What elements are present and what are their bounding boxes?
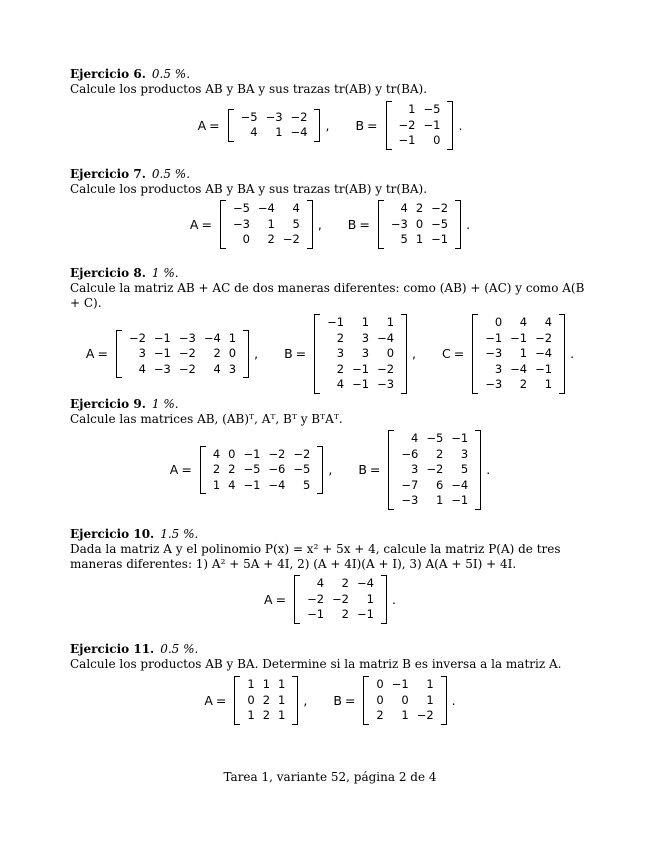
- matrix-row-entries: [303, 592, 378, 608]
- matrix-entry: −2: [398, 117, 416, 132]
- matrix-row-entries: [323, 377, 398, 393]
- matrix-table: [397, 431, 472, 509]
- matrix-entry: 2: [341, 576, 349, 590]
- exercise-header: [70, 167, 590, 182]
- matrix-table: [481, 315, 556, 393]
- exercise-header: [70, 266, 590, 281]
- matrix-entry: 1: [267, 216, 275, 231]
- right-bracket: [475, 430, 481, 510]
- matrix-entry: −4: [451, 477, 469, 492]
- matrix-row: [70, 200, 590, 249]
- matrix-entry: 0: [376, 677, 384, 691]
- exercise-10: [70, 527, 590, 624]
- exercise-statement: Dada la matriz A y el polinomio P(x) = x² + 5x + 4, calcule la matriz P(A) de tres maneras diferentes: 1) A² + 5A + 4I, 2) (A + 4I)(A + I), 3) A(A + 5I) + 4I.: [70, 542, 561, 571]
- matrix-entry: 5: [303, 477, 311, 492]
- matrix-entry: 4: [400, 201, 408, 215]
- exercise-title: Ejercicio 6.: [70, 67, 146, 81]
- matrix-entry: −4: [257, 201, 275, 215]
- matrix: [116, 330, 249, 379]
- exercise-title: Ejercicio 8.: [70, 266, 146, 280]
- exercise-9: [70, 397, 590, 510]
- matrix-entry: −1: [243, 446, 261, 461]
- matrix-entry: −2: [377, 361, 395, 376]
- matrix-entry: 3: [361, 330, 370, 345]
- matrix-entry: 1: [278, 677, 286, 691]
- exercise-statement: Calcule los productos AB y BA y sus trazas tr(AB) y tr(BA).: [70, 82, 428, 96]
- right-bracket: [381, 575, 387, 624]
- matrix-table: [395, 102, 445, 149]
- matrix-entry: −4: [357, 576, 374, 590]
- matrix-entry: 3: [228, 361, 237, 376]
- matrix-entry: 4: [250, 125, 258, 140]
- equals-sign: =: [453, 346, 465, 362]
- matrix-entry: 2: [435, 446, 444, 461]
- matrix-table: [237, 110, 312, 141]
- matrix-name: A: [264, 591, 273, 607]
- left-bracket: [234, 676, 240, 725]
- matrix-entry: 4: [519, 315, 528, 329]
- matrix-row-entries: [397, 462, 472, 478]
- matrix-entry: −5: [293, 462, 311, 476]
- matrix-name: A: [197, 117, 207, 133]
- equals-sign: =: [215, 692, 227, 708]
- exercise-header: [70, 642, 590, 657]
- matrix-table: [229, 201, 304, 248]
- matrix-name: B: [333, 692, 342, 708]
- matrix-entry: 0: [494, 315, 503, 329]
- matrix-entry: −1: [243, 477, 261, 492]
- matrix: [294, 575, 387, 624]
- punctuation: .: [451, 692, 456, 708]
- matrix-name: C: [442, 346, 451, 362]
- matrix-entry: 1: [435, 493, 444, 507]
- matrix-row-entries: [303, 576, 378, 592]
- right-bracket: [559, 314, 565, 394]
- matrix-entry: −3: [178, 330, 196, 345]
- matrix-row-entries: [125, 362, 240, 378]
- exercise-title: Ejercicio 7.: [70, 167, 146, 181]
- punctuation: ,: [303, 692, 308, 708]
- matrix-row-entries: [209, 478, 315, 494]
- matrix-entry: 4: [228, 477, 236, 492]
- matrix-entry: −6: [268, 462, 286, 476]
- matrix-entry: −1: [431, 232, 449, 246]
- matrix-row-entries: [243, 677, 289, 693]
- matrix-entry: −1: [327, 315, 345, 329]
- matrix-entry: −2: [268, 446, 286, 461]
- right-bracket: [314, 109, 320, 142]
- matrix-row: [70, 575, 590, 624]
- exercise-title: Ejercicio 10.: [70, 527, 155, 541]
- matrix-entry: −4: [377, 330, 395, 345]
- matrix-entry: 2: [519, 377, 528, 391]
- matrix: [378, 200, 461, 249]
- punctuation: .: [466, 216, 471, 232]
- matrix-entry: 1: [408, 102, 416, 116]
- matrix-entry: 2: [212, 462, 221, 476]
- exercise-weight: 1 %.: [151, 266, 179, 280]
- equals-sign: =: [295, 346, 307, 362]
- matrix-entry: 3: [411, 462, 419, 476]
- matrix-entry: −2: [282, 232, 300, 246]
- matrix-row-entries: [243, 708, 289, 724]
- matrix-entry: −5: [232, 201, 250, 215]
- left-bracket: [200, 446, 206, 495]
- matrix: [228, 109, 321, 142]
- matrix-entry: 1: [275, 125, 283, 140]
- matrix-entry: 0: [376, 692, 384, 707]
- matrix-entry: 0: [228, 446, 236, 461]
- matrix-entry: −4: [510, 361, 528, 376]
- matrix-entry: 1: [278, 708, 286, 722]
- punctuation: ,: [325, 117, 330, 133]
- right-bracket: [401, 314, 407, 394]
- matrix-entry: −3: [485, 346, 503, 360]
- left-bracket: [386, 101, 392, 150]
- matrix-row-entries: [481, 331, 556, 347]
- matrix-entry: −1: [307, 607, 325, 621]
- matrix-entry: 2: [415, 201, 424, 215]
- matrix-entry: −2: [290, 109, 308, 124]
- right-bracket: [292, 676, 298, 725]
- matrix-entry: −1: [153, 330, 171, 345]
- exercise-statement: Calcule la matriz AB + AC de dos maneras diferentes: como (AB) + (AC) y como A(B + C).: [70, 281, 585, 310]
- equals-sign: =: [97, 346, 108, 362]
- matrix-entry: 1: [426, 677, 434, 691]
- matrix-entry: 1: [212, 477, 221, 492]
- punctuation: ,: [254, 346, 259, 362]
- exercise-11: [70, 642, 590, 725]
- matrix-entry: −1: [357, 607, 374, 621]
- matrix-entry: 3: [494, 361, 503, 376]
- matrix-row: [70, 430, 590, 510]
- matrix-entry: 4: [213, 361, 221, 376]
- left-bracket: [116, 330, 122, 379]
- matrix-table: [243, 677, 289, 724]
- matrix-table: [387, 201, 452, 248]
- matrix-entry: 2: [213, 346, 221, 360]
- matrix-entry: 5: [292, 216, 300, 231]
- exercise-weight: 0.5 %.: [160, 642, 199, 656]
- matrix-entry: −1: [352, 361, 370, 376]
- matrix-entry: 1: [361, 315, 370, 329]
- exercise-statement: Calcule las matrices AB, (AB)ᵀ, Aᵀ, Bᵀ y BᵀAᵀ.: [70, 412, 343, 426]
- matrix-entry: 2: [262, 692, 271, 707]
- matrix-entry: −1: [398, 133, 416, 147]
- equals-sign: =: [275, 591, 287, 607]
- page: [70, 0, 590, 848]
- exercise-header: [70, 527, 590, 542]
- matrix: [234, 676, 298, 725]
- punctuation: .: [570, 346, 575, 362]
- matrix-entry: 2: [341, 607, 349, 621]
- matrix-entry: −5: [431, 216, 449, 231]
- equals-sign: =: [359, 216, 370, 232]
- matrix-table: [372, 677, 437, 724]
- matrix-entry: −5: [243, 462, 261, 476]
- matrix-entry: −6: [401, 446, 419, 461]
- left-bracket: [472, 314, 478, 394]
- matrix-entry: 1: [247, 708, 255, 722]
- matrix-entry: −2: [128, 330, 146, 345]
- matrix-row-entries: [209, 462, 315, 478]
- matrix-entry: −2: [293, 446, 311, 461]
- matrix-entry: 2: [336, 330, 345, 345]
- matrix-entry: 3: [336, 346, 345, 360]
- matrix-row-entries: [395, 118, 445, 134]
- matrix-row-entries: [243, 693, 289, 709]
- matrix-entry: 2: [376, 708, 384, 722]
- punctuation: ,: [412, 346, 416, 362]
- left-bracket: [388, 430, 394, 510]
- exercise-statement: Calcule los productos AB y BA y sus trazas tr(AB) y tr(BA).: [70, 182, 428, 196]
- equals-sign: =: [344, 692, 356, 708]
- exercise-weight: 0.5 %.: [151, 167, 191, 181]
- matrix-entry: −2: [307, 591, 325, 606]
- exercise-weight: 0.5 %.: [151, 67, 191, 81]
- matrix-entry: 1: [544, 377, 553, 391]
- matrix-row-entries: [125, 331, 240, 347]
- matrix-name: A: [169, 462, 179, 478]
- matrix-row: [70, 101, 590, 150]
- punctuation: ,: [317, 216, 322, 232]
- matrix-entry: 1: [401, 708, 409, 722]
- left-bracket: [314, 314, 320, 394]
- matrix-entry: −3: [232, 216, 250, 231]
- left-bracket: [294, 575, 300, 624]
- matrix-entry: −1: [423, 117, 441, 132]
- matrix-entry: 2: [228, 462, 236, 476]
- matrix-row-entries: [323, 331, 398, 347]
- matrix-row-entries: [125, 346, 240, 362]
- matrix-entry: −2: [178, 346, 196, 360]
- matrix-entry: 1: [228, 330, 237, 345]
- matrix: [314, 314, 407, 394]
- matrix-entry: 4: [336, 377, 345, 391]
- matrix: [386, 101, 454, 150]
- matrix-name: B: [284, 346, 293, 362]
- page-footer: Tarea 1, variante 52, página 2 de 4: [223, 770, 437, 784]
- matrix-name: A: [204, 692, 213, 708]
- equals-sign: =: [369, 462, 381, 478]
- matrix-entry: 1: [366, 591, 374, 606]
- matrix-entry: 3: [460, 446, 469, 461]
- matrix-row-entries: [372, 693, 437, 709]
- matrix-entry: −2: [535, 330, 553, 345]
- matrix-row-entries: [372, 677, 437, 693]
- matrix-entry: 1: [426, 692, 434, 707]
- matrix-entry: −3: [390, 216, 408, 231]
- matrix-entry: 4: [292, 201, 300, 215]
- left-bracket: [228, 109, 234, 142]
- exercise-weight: 1 %.: [151, 397, 179, 411]
- matrix-entry: −1: [153, 346, 171, 360]
- matrix-row-entries: [303, 607, 378, 623]
- matrix-entry: 0: [415, 216, 424, 231]
- matrix: [363, 676, 446, 725]
- left-bracket: [363, 676, 369, 725]
- right-bracket: [307, 200, 313, 249]
- matrix-entry: −3: [377, 377, 395, 391]
- matrix-table: [323, 315, 398, 393]
- matrix-entry: 5: [460, 462, 469, 476]
- matrix: [220, 200, 313, 249]
- right-bracket: [455, 200, 461, 249]
- matrix-entry: −2: [416, 708, 434, 722]
- exercise-title: Ejercicio 9.: [70, 397, 146, 411]
- matrix-entry: 4: [316, 576, 325, 590]
- exercise-8: [70, 266, 590, 394]
- matrix-entry: 0: [228, 346, 237, 360]
- matrix-entry: 1: [519, 346, 528, 360]
- matrix-entry: 0: [242, 232, 250, 246]
- matrix-row-entries: [395, 102, 445, 118]
- matrix-entry: −4: [203, 330, 221, 345]
- exercise-6: [70, 67, 590, 150]
- matrix-entry: −1: [391, 677, 409, 691]
- matrix-entry: 2: [336, 361, 345, 376]
- matrix-row-entries: [323, 315, 398, 331]
- matrix: [388, 430, 481, 510]
- matrix-entry: −7: [401, 477, 419, 492]
- matrix-entry: −1: [352, 377, 370, 391]
- matrix-row-entries: [387, 201, 452, 217]
- matrix-entry: −2: [426, 462, 444, 476]
- right-bracket: [441, 676, 447, 725]
- punctuation: ,: [328, 462, 333, 478]
- matrix-row: [70, 314, 590, 394]
- right-bracket: [243, 330, 249, 379]
- exercise-7: [70, 167, 590, 249]
- matrix-row: [70, 676, 590, 725]
- matrix-name: A: [189, 216, 199, 232]
- matrix-entry: −3: [485, 377, 503, 391]
- equals-sign: =: [181, 462, 192, 478]
- matrix-row-entries: [481, 346, 556, 362]
- matrix-entry: −5: [240, 109, 258, 124]
- matrix-entry: 2: [262, 708, 271, 722]
- matrix-row-entries: [397, 447, 472, 463]
- matrix-entry: 4: [411, 431, 419, 445]
- matrix-entry: 1: [247, 677, 255, 691]
- matrix-entry: 1: [278, 692, 286, 707]
- matrix-row-entries: [397, 478, 472, 494]
- equals-sign: =: [201, 216, 212, 232]
- matrix-entry: −2: [431, 201, 449, 215]
- matrix-row-entries: [395, 133, 445, 149]
- left-bracket: [378, 200, 384, 249]
- equals-sign: =: [209, 117, 220, 133]
- matrix-entry: −1: [535, 361, 553, 376]
- matrix-entry: 2: [267, 232, 275, 246]
- matrix-table: [303, 576, 378, 623]
- matrix-entry: 4: [138, 361, 146, 376]
- exercise-statement: Calcule los productos AB y BA. Determine si la matriz B es inversa a la matriz A.: [70, 657, 562, 671]
- matrix-entry: 0: [433, 133, 441, 147]
- exercise-title: Ejercicio 11.: [70, 642, 155, 656]
- matrix-row-entries: [481, 315, 556, 331]
- equals-sign: =: [367, 117, 378, 133]
- punctuation: .: [391, 591, 396, 607]
- matrix-name: B: [358, 462, 367, 478]
- matrix-entry: −2: [332, 591, 349, 606]
- matrix-entry: 0: [401, 692, 409, 707]
- matrix-row-entries: [387, 232, 452, 248]
- matrix-row-entries: [323, 362, 398, 378]
- matrix-entry: −1: [485, 330, 503, 345]
- matrix-entry: −3: [401, 493, 419, 507]
- matrix-entry: −4: [535, 346, 553, 360]
- matrix-entry: −2: [178, 361, 196, 376]
- matrix-table: [125, 331, 240, 378]
- matrix-row-entries: [229, 232, 304, 248]
- matrix-row-entries: [209, 447, 315, 463]
- matrix-entry: −3: [153, 361, 171, 376]
- matrix-row-entries: [237, 110, 312, 126]
- matrix-entry: −1: [510, 330, 528, 345]
- matrix-name: B: [355, 117, 365, 133]
- matrix-entry: 6: [435, 477, 444, 492]
- matrix-row-entries: [387, 217, 452, 233]
- exercise-header: [70, 67, 590, 82]
- matrix-entry: −5: [423, 102, 441, 116]
- matrix: [472, 314, 565, 394]
- matrix-row-entries: [481, 377, 556, 393]
- matrix-row-entries: [229, 217, 304, 233]
- matrix-row-entries: [481, 362, 556, 378]
- exercise-header: [70, 397, 590, 412]
- matrix-row-entries: [372, 708, 437, 724]
- matrix-entry: 4: [212, 446, 221, 461]
- matrix-entry: −4: [290, 125, 308, 140]
- matrix: [200, 446, 324, 495]
- left-bracket: [220, 200, 226, 249]
- matrix-entry: 3: [138, 346, 146, 360]
- matrix-entry: 1: [415, 232, 424, 246]
- matrix-name: A: [85, 346, 95, 362]
- matrix-row-entries: [229, 201, 304, 217]
- matrix-row-entries: [397, 493, 472, 509]
- matrix-entry: −5: [426, 431, 444, 445]
- punctuation: .: [486, 462, 491, 478]
- matrix-name: B: [347, 216, 357, 232]
- matrix-entry: 3: [361, 346, 370, 360]
- matrix-row-entries: [237, 125, 312, 141]
- matrix-entry: 4: [544, 315, 553, 329]
- matrix-entry: 1: [386, 315, 395, 329]
- matrix-entry: −4: [268, 477, 286, 492]
- matrix-entry: −1: [451, 431, 469, 445]
- exercise-weight: 1.5 %.: [160, 527, 199, 541]
- matrix-entry: 1: [262, 677, 271, 691]
- matrix-table: [209, 447, 315, 494]
- matrix-entry: 0: [247, 692, 255, 707]
- matrix-entry: 0: [386, 346, 395, 360]
- matrix-row-entries: [397, 431, 472, 447]
- punctuation: .: [458, 117, 463, 133]
- matrix-entry: −3: [265, 109, 283, 124]
- right-bracket: [447, 101, 453, 150]
- matrix-entry: −1: [451, 493, 469, 507]
- matrix-row-entries: [323, 346, 398, 362]
- right-bracket: [317, 446, 323, 495]
- matrix-entry: 5: [400, 232, 408, 246]
